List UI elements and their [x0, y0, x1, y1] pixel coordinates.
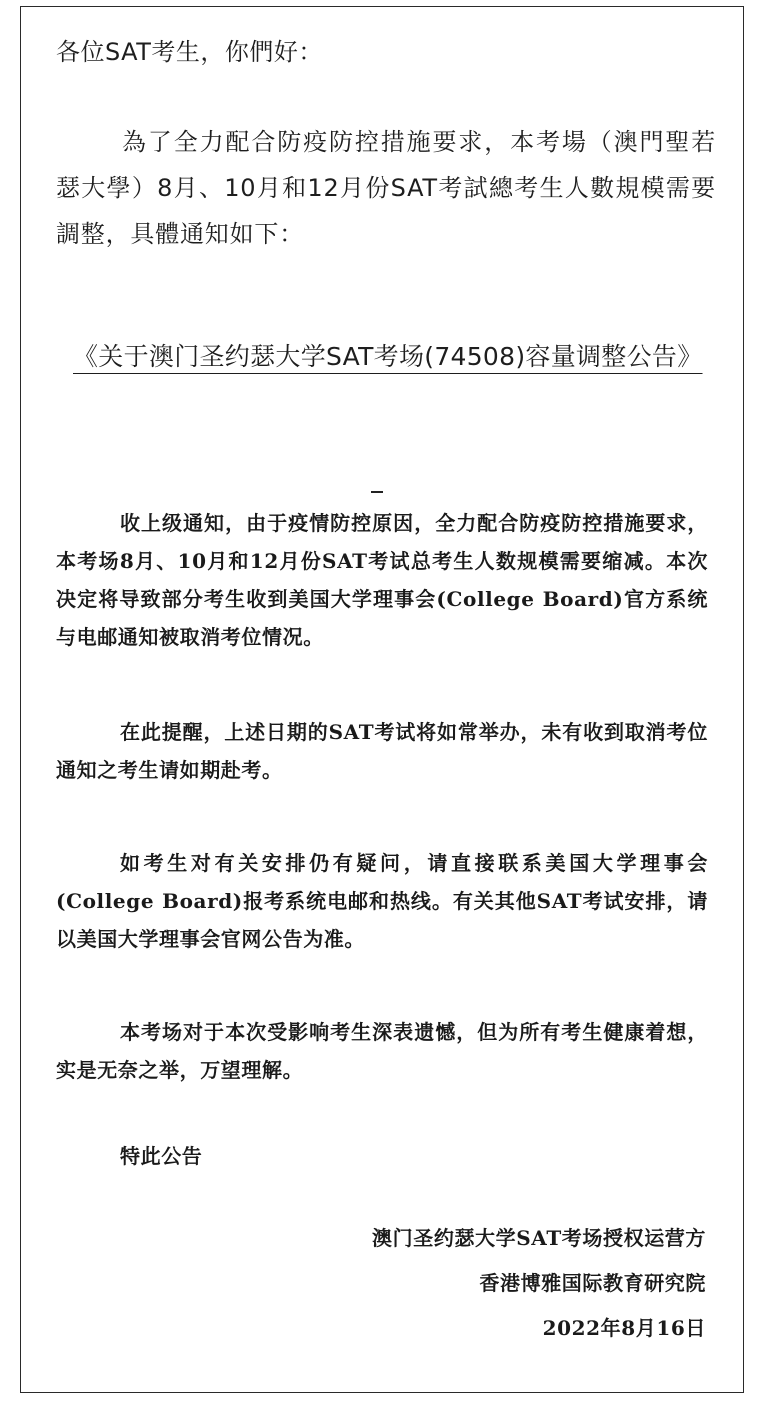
- body-paragraph-2: 在此提醒，上述日期的SAT考试将如常举办，未有收到取消考位通知之考生请如期赴考。: [56, 720, 708, 782]
- notice-title: 《关于澳门圣约瑟大学SAT考场(74508)容量调整公告》: [73, 342, 703, 371]
- title-separator-dash: [371, 491, 383, 493]
- greeting: 各位SAT考生，你們好：: [56, 38, 323, 66]
- body-paragraph-3: 如考生对有关安排仍有疑问，请直接联系美国大学理事会(College Board)报考系统电邮和热线。有关其他SAT考试安排，请以美国大学理事会官网公告为准。: [56, 851, 708, 951]
- signature-date: 2022年8月16日: [542, 1316, 706, 1340]
- body-paragraph-4: 本考场对于本次受影响考生深表遗憾，但为所有考生健康着想，实是无奈之举，万望理解。: [56, 1020, 708, 1082]
- closing-remark: 特此公告: [120, 1144, 203, 1168]
- body-paragraph-1: 收上级通知，由于疫情防控原因，全力配合防疫防控措施要求，本考场8月、10月和12月份SAT考试总考生人数规模需要缩减。本次决定将导致部分考生收到美国大学理事会(College Board)官方系统与电邮通知被取消考位情况。: [56, 511, 708, 649]
- signature-organization: 澳门圣约瑟大学SAT考场授权运营方: [372, 1226, 706, 1250]
- notice-document: [20, 6, 744, 1393]
- signature-institute: 香港博雅国际教育研究院: [479, 1271, 706, 1295]
- intro-paragraph: 為了全力配合防疫防控措施要求，本考場（澳門聖若瑟大學）8月、10月和12月份SAT考試總考生人數規模需要調整，具體通知如下：: [56, 128, 716, 248]
- notice-title-block: [73, 331, 703, 383]
